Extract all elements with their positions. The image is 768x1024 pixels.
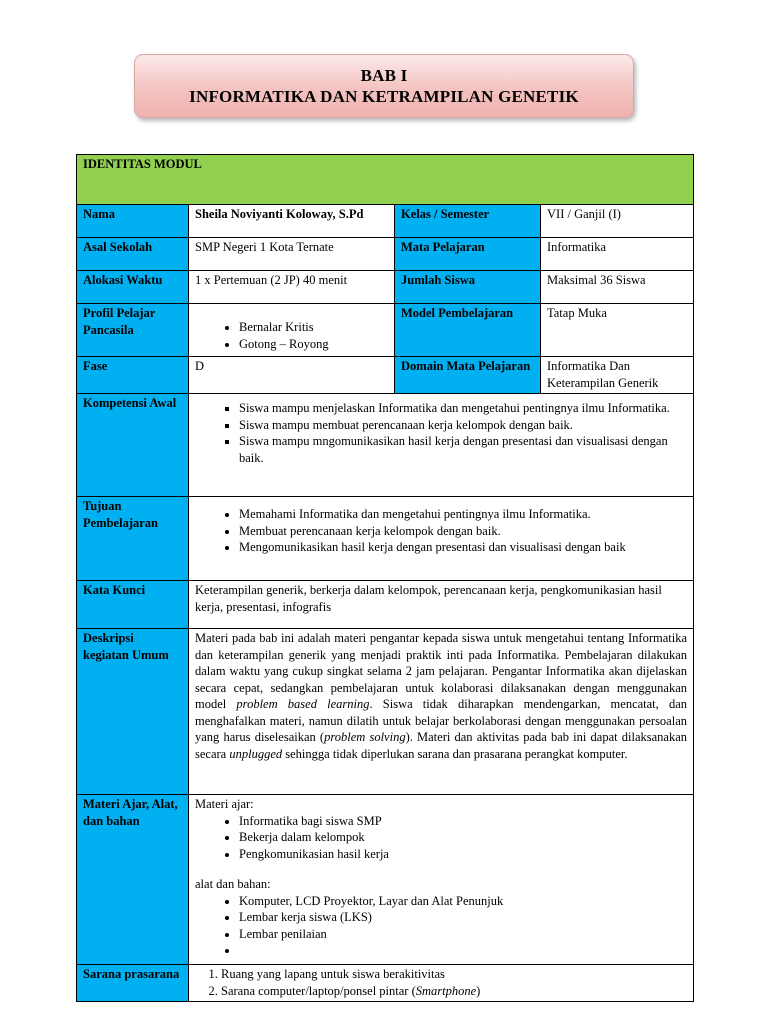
- chapter-number: BAB I: [360, 66, 408, 85]
- label-alokasi-waktu: Alokasi Waktu: [77, 271, 189, 304]
- value-nama: Sheila Noviyanti Koloway, S.Pd: [189, 205, 395, 238]
- materi-heading: Materi ajar:: [195, 797, 254, 811]
- deskripsi-text: sehingga tidak diperlukan sarana dan prasarana perangkat komputer.: [282, 746, 628, 761]
- value-tujuan-pembelajaran: [189, 497, 694, 581]
- label-asal-sekolah: Asal Sekolah: [77, 238, 189, 271]
- sarana-italic: Smartphone: [415, 983, 477, 998]
- label-model-pembelajaran: Model Pembelajaran: [395, 304, 541, 357]
- label-kata-kunci: Kata Kunci: [77, 581, 189, 629]
- table-header: IDENTITAS MODUL: [77, 155, 694, 205]
- value-mata-pelajaran: Informatika: [541, 238, 694, 271]
- alat-heading: alat dan bahan:: [195, 877, 271, 891]
- deskripsi-italic: problem solving: [324, 730, 406, 744]
- label-kompetensi-awal: Kompetensi Awal: [77, 394, 189, 497]
- list-item: • Pengkomunikasian hasil kerja: [239, 846, 687, 863]
- value-asal-sekolah: SMP Negeri 1 Kota Ternate: [189, 238, 395, 271]
- value-kata-kunci: Keterampilan generik, berkerja dalam kelompok, perencanaan kerja, pengkomunikasian hasil kerja, presentasi, infografis: [189, 581, 694, 629]
- list-item: ▪ Siswa mampu membuat perencanaan kerja kelompok dengan baik.: [239, 417, 687, 434]
- list-item: • Bernalar Kritis: [239, 319, 388, 336]
- list-item: • Lembar penilaian: [239, 926, 687, 943]
- label-mata-pelajaran: Mata Pelajaran: [395, 238, 541, 271]
- value-materi-ajar: [189, 795, 694, 965]
- deskripsi-italic: unplugged: [229, 746, 283, 761]
- chapter-title-box: [134, 54, 634, 118]
- value-deskripsi-kegiatan: [189, 629, 694, 795]
- value-profil-pelajar: [189, 304, 395, 357]
- value-kompetensi-awal: [189, 394, 694, 497]
- list-item: ▪ Siswa mampu mngomunikasikan hasil kerja dengan presentasi dan visualisasi dengan baik.: [239, 433, 687, 466]
- label-nama: Nama: [77, 205, 189, 238]
- value-alokasi-waktu: 1 x Pertemuan (2 JP) 40 menit: [189, 271, 395, 304]
- deskripsi-italic: problem based learning: [236, 697, 370, 711]
- value-jumlah-siswa: Maksimal 36 Siswa: [541, 271, 694, 304]
- value-domain: Informatika Dan Keterampilan Generik: [541, 357, 694, 394]
- value-model-pembelajaran: Tatap Muka: [541, 304, 694, 357]
- label-tujuan-pembelajaran: Tujuan Pembelajaran: [77, 497, 189, 581]
- chapter-title: INFORMATIKA DAN KETRAMPILAN GENETIK: [189, 87, 579, 106]
- value-kelas: VII / Ganjil (I): [541, 205, 694, 238]
- list-item: • Mengomunikasikan hasil kerja dengan presentasi dan visualisasi dengan baik: [239, 539, 687, 556]
- label-jumlah-siswa: Jumlah Siswa: [395, 271, 541, 304]
- list-item: 1. Ruang yang lapang untuk siswa berakitivitas: [221, 966, 687, 983]
- list-item: • Komputer, LCD Proyektor, Layar dan Alat Penunjuk: [239, 893, 687, 910]
- label-kelas: Kelas / Semester: [395, 205, 541, 238]
- label-domain: Domain Mata Pelajaran: [395, 357, 541, 394]
- list-item: [221, 983, 687, 1000]
- list-item: [239, 942, 687, 959]
- label-fase: Fase: [77, 357, 189, 394]
- value-sarana-prasarana: [189, 965, 694, 1002]
- label-sarana-prasarana: Sarana prasarana: [77, 965, 189, 1002]
- value-fase: D: [189, 357, 395, 394]
- list-item: • Memahami Informatika dan mengetahui pentingnya ilmu Informatika.: [239, 506, 687, 523]
- deskripsi-text: . Siswa tidak diharapkan mendengarkan, mencatat, dan menghafalkan materi, namun dilatih untuk belajar berkolaborasi dengan menggunakan persoalan yang harus diselesaikan (: [195, 697, 688, 744]
- label-profil-pelajar: Profil Pelajar Pancasila: [77, 304, 189, 357]
- list-item: • Informatika bagi siswa SMP: [239, 813, 687, 830]
- deskripsi-text: Materi pada bab ini adalah materi pengantar kepada siswa untuk mengetahui tentang Informatika dan keterampilan generik yang menjadi praktik inti pada Informatika. Pembelajaran dilakukan dalam waktu yang cukup singkat selama 2 jam pelajaran. Pengantar Informatika akan dijelaskan secara cepat, sedangkan pembelajaran untuk kolaborasi dilaksanakan dengan menggunakan model: [195, 631, 688, 711]
- list-item: ▪ Siswa mampu menjelaskan Informatika dan mengetahui pentingnya ilmu Informatika.: [239, 400, 687, 417]
- label-materi-ajar: Materi Ajar, Alat, dan bahan: [77, 795, 189, 965]
- list-item: • Gotong – Royong: [239, 336, 388, 353]
- deskripsi-text: ). Materi dan aktivitas pada bab ini dapat dilaksanakan secara: [195, 730, 688, 761]
- module-identity-table: [76, 154, 694, 1002]
- list-item: • Bekerja dalam kelompok: [239, 829, 687, 846]
- label-deskripsi-kegiatan: Deskripsi kegiatan Umum: [77, 629, 189, 795]
- list-item: • Lembar kerja siswa (LKS): [239, 909, 687, 926]
- sarana-text: ): [476, 983, 481, 998]
- list-item: • Membuat perencanaan kerja kelompok dengan baik.: [239, 523, 687, 540]
- sarana-text: Sarana computer/laptop/ponsel pintar (: [221, 983, 416, 998]
